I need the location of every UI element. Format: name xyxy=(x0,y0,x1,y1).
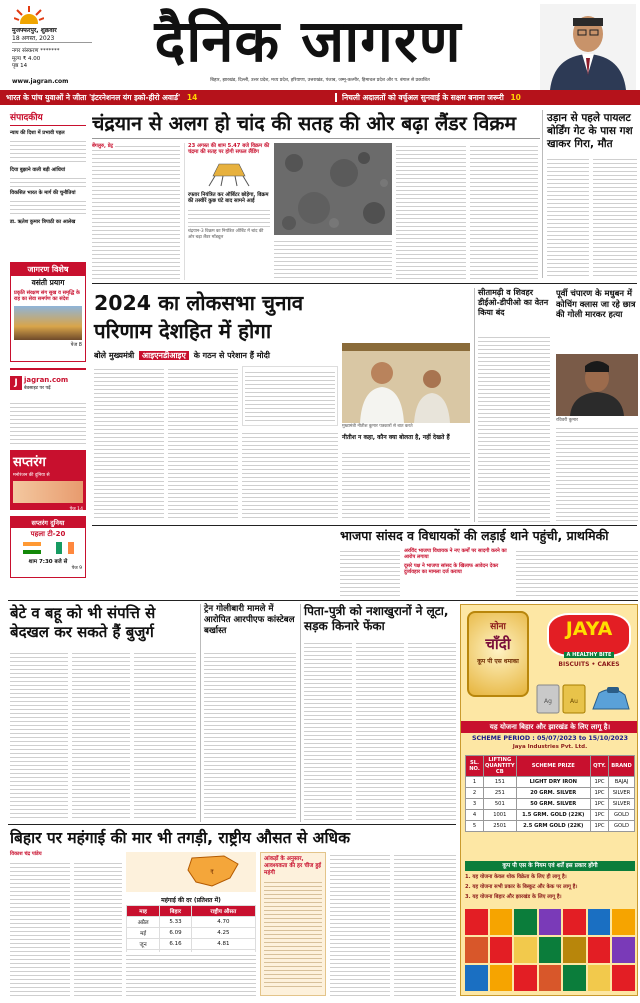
student-photo-caption: रविवरी कुमार xyxy=(556,418,579,423)
jaya-sub: BISCUITS • CAKES xyxy=(558,661,620,668)
election-subhead: नीतीश न कहा, कौन क्या बोलता है, नहीं देखते हैं xyxy=(342,434,450,441)
site-box[interactable] xyxy=(10,374,86,396)
jaya-advertisement[interactable] xyxy=(460,604,638,996)
election-headline-1[interactable]: 2024 का लोकसभा चुनाव xyxy=(94,291,304,315)
ad-badge xyxy=(467,611,529,697)
inflation-headline[interactable]: बिहार पर महंगाई की मार भी तगड़ी, राष्ट्रीय औसत से अधिक xyxy=(10,829,350,847)
strap-highlight: आइएनडीआइए xyxy=(139,351,189,360)
lead-col-5 xyxy=(470,143,538,280)
election-col-3 xyxy=(242,430,338,521)
robbery-col-3 xyxy=(408,640,456,820)
election-photo-caption: मुख्यमंत्री नीतीश कुमार पत्रकारों से बात करते xyxy=(342,424,413,429)
flag-ireland-icon xyxy=(56,542,74,554)
robbery-col-1 xyxy=(304,640,352,820)
svg-text:₹: ₹ xyxy=(210,869,214,876)
cricket-time: शाम 7:30 बजे से xyxy=(28,559,68,565)
page-count: पृष्ठ 14 xyxy=(12,63,28,69)
cricket-sub: पहला टी-20 xyxy=(30,530,66,538)
airport-headline[interactable]: उड़ान से पहले पायलट बोर्डिंग गेट के पास गश खाकर गिरा, मौत xyxy=(547,112,633,150)
lead-col-3 xyxy=(274,238,392,280)
inflation-box-title: आंकड़ों के अनुसार, आवश्यकता की हर चीज हुई महंगी xyxy=(264,856,322,876)
scheme-table xyxy=(465,755,635,832)
table-row: 3 501 50 GRM. SILVER 1PC SILVER xyxy=(466,799,635,810)
inflation-col-2 xyxy=(74,860,122,996)
scheme-period: SCHEME PERIOD : 05/07/2023 to 15/10/2023 xyxy=(471,735,629,742)
inflation-table-title: महंगाई की दर (प्रतिशत में) xyxy=(161,897,221,904)
inflation-col-3 xyxy=(126,952,256,996)
scheme-table-header xyxy=(466,756,635,777)
rising-sun-logo-icon xyxy=(14,6,44,24)
editorial-item-4[interactable]: डा. ऋतेश कुमार त्रिपाठी का आलेख xyxy=(10,219,76,225)
product-strip xyxy=(463,907,637,993)
election-col-5 xyxy=(408,450,470,521)
editorial-item-2[interactable]: दिया बुझाने वाली बड़ी आंधियां xyxy=(10,167,66,173)
ad-badge-mid: चाँदी xyxy=(485,635,511,653)
edition-label: नगर संस्करण ******* xyxy=(12,48,60,54)
website-link[interactable]: www.jagran.com xyxy=(12,78,69,85)
jaya-brand: JAYA xyxy=(565,618,613,640)
flag-india-icon xyxy=(23,542,41,554)
inflation-graphic xyxy=(126,852,256,892)
ad-badge-bottom: कूप पी एस धमाका xyxy=(477,658,519,665)
property-col-2 xyxy=(72,650,130,820)
bjp-bullets xyxy=(404,548,512,598)
bjp-headline[interactable]: भाजपा सांसद व विधायकों की लड़ाई थाने पहुंची, प्राथमिकी xyxy=(340,528,609,543)
cricket-box[interactable] xyxy=(10,516,86,578)
lead-col-1 xyxy=(92,143,180,280)
col-qty: QTY. xyxy=(591,756,609,777)
rule-3: 3. यह योजना बिहार और झारखंड के लिए लागू है। xyxy=(465,894,562,900)
lead-dateline: बेंगलुरु, प्रेट्र xyxy=(92,143,114,149)
ticker-right-link[interactable]: निचली अदालतों को वर्चुअल सुनवाई के सक्षम बनाना जरूरी 10 xyxy=(342,93,521,102)
train-headline[interactable]: ट्रेन गोलीबारी मामले में आरोपित आरपीएफ कांस्टेबल बर्खास्त xyxy=(204,604,295,636)
masthead-photo xyxy=(540,4,636,90)
ad-badge-top: सोना xyxy=(490,622,506,632)
saptrang-box[interactable] xyxy=(10,450,86,510)
property-col-3 xyxy=(134,650,196,820)
election-col-4 xyxy=(342,450,404,521)
jagran-j-icon: J xyxy=(10,376,22,390)
ticker-right-page: 10 xyxy=(510,93,521,102)
table-row: जून 6.16 4.81 xyxy=(127,939,256,950)
special-box xyxy=(10,262,86,362)
ticker-left-link[interactable]: भारत के पांच युवाओं ने जीता 'इंटरनेशनल यंग इको-हीरो अवार्ड' 14 xyxy=(6,93,198,102)
election-strap: बोले मुख्यमंत्री आइएनडीआइए के गठन से परेशान हैं मोदी xyxy=(94,351,270,360)
table-row: मई 6.09 4.25 xyxy=(127,928,256,939)
table-row: 4 1001 1.5 GRM. GOLD (22K) 1PC GOLD xyxy=(466,810,635,821)
ticker-left-page: 14 xyxy=(186,93,198,102)
sitamarhi-headline[interactable]: सीतामढ़ी व शिवहर डीईओ-डीपीओ का वेतन किया बंद xyxy=(478,288,549,317)
special-subtitle: वसंती प्रयाग xyxy=(31,278,65,287)
table-row: 2 251 20 GRM. SILVER 1PC SILVER xyxy=(466,788,635,799)
top-ticker xyxy=(0,90,640,105)
site-name: jagran.com xyxy=(24,376,69,384)
masthead-title: दैनिक जागरण xyxy=(154,7,462,75)
inflation-byline: विकाश चंद्र पांडेय xyxy=(10,851,42,857)
inflation-col-4 xyxy=(330,852,390,996)
issue-date: 18 अगस्त, 2023 xyxy=(12,35,55,42)
bjp-col-2 xyxy=(516,548,638,598)
motihari-col xyxy=(556,425,638,522)
cricket-title: सप्तरंग दुनिया xyxy=(11,517,85,528)
train-col xyxy=(204,650,296,820)
rule-1: 1. यह योजना केवल थोक विक्रेता के लिए ही लागू है। xyxy=(465,874,567,880)
lead-inset xyxy=(184,143,270,280)
election-inset xyxy=(242,366,338,426)
airport-story-col-2 xyxy=(593,156,637,278)
rule-2: 2. यह योजना सभी प्रकार के बिस्कुट और केक पर लागू है। xyxy=(465,884,578,890)
table-row: अप्रैल 5.33 4.70 xyxy=(127,917,256,928)
cricket-page: पेज 9 xyxy=(71,566,82,571)
lead-image-caption: चंद्रयान-3 विक्रम का नियंत्रित ऑर्बिट में चांद की ओर बढ़ा लैंडर मॉड्यूल xyxy=(188,229,264,240)
jaya-tag: A HEALTHY BITE xyxy=(564,652,615,658)
masthead xyxy=(0,0,640,90)
col-lifting: LIFTING QUANTITY CB xyxy=(485,757,515,775)
robbery-col-2 xyxy=(356,640,404,820)
robbery-headline[interactable]: पिता-पुत्री को नशाखुरानों ने लूटा, सड़क किनारे फेंका xyxy=(304,604,449,633)
election-col-1 xyxy=(94,366,164,521)
bjp-bullet-2: दूसरे पक्ष ने भाजपा सांसद के खिलाफ आवेदन देकर दुर्व्यवहार का मामला दर्ज कराया xyxy=(404,563,499,575)
bjp-col-1 xyxy=(340,548,400,598)
moon-photo xyxy=(274,143,392,235)
lead-col-4 xyxy=(396,143,466,280)
inset-point-1: 23 अगस्त की शाम 5.47 बजे विक्रम की चंद्रमा की सतह पर होगी सफल लैंडिंग xyxy=(188,143,270,156)
jaya-logo xyxy=(547,613,631,657)
special-page: पेज 8 xyxy=(70,342,82,348)
saptrang-tag: मनोरंजन की दुनिया से xyxy=(13,473,50,478)
motihari-headline[interactable]: पूर्वी चंपारण के मधुबन में कोचिंग क्लास जा रहे छात्र की गोली मारकर हत्या xyxy=(556,288,636,319)
airport-story-col-1 xyxy=(547,156,589,278)
company-name: Jaya Industries Pvt. Ltd. xyxy=(512,744,588,750)
election-headline-2[interactable]: परिणाम देशहित में होगा xyxy=(94,319,272,343)
saptrang-page: पेज 14 xyxy=(69,507,83,512)
inflation-box xyxy=(260,852,326,996)
editorial-item-1[interactable]: न्याय की दिशा में प्रभावी पहल xyxy=(10,130,65,136)
svg-text:Au: Au xyxy=(570,698,578,705)
price: मूल्य ₹ 4.00 xyxy=(12,56,41,62)
svg-text:Ag: Ag xyxy=(544,698,552,705)
election-col-2 xyxy=(168,366,238,521)
col-sl: SL. NO. xyxy=(466,756,484,777)
inflation-table-header: माह बिहार राष्ट्रीय औसत xyxy=(127,906,256,917)
left-sidebar xyxy=(10,110,86,590)
special-title: जागरण विशेष xyxy=(11,263,85,276)
sitamarhi-col xyxy=(478,334,550,522)
nitish-photo xyxy=(342,343,470,423)
lead-headline[interactable]: चंद्रयान से अलग हो चांद की सतह की ओर बढ़ा लैंडर विक्रम xyxy=(92,112,517,135)
vikram-lander-icon xyxy=(199,160,259,188)
editorial-title: संपादकीय xyxy=(10,110,86,126)
col-brand: BRAND xyxy=(609,756,635,777)
editorial-item-3[interactable]: विकसित भारत के मार्ग की चुनौतियां xyxy=(10,190,76,196)
rules-title: कूप पी एस के नियम एवं शर्तें इस प्रकार होंगी xyxy=(465,861,635,871)
edition-city: मुजफ्फरपुर, शुक्रवार xyxy=(12,27,57,34)
editions-line: बिहार, झारखंड, दिल्ली, उत्तर प्रदेश, मध्य प्रदेश, हरियाणा, उत्तराखंड, पंजाब, जम्मू-कश्मीर, हिमाचल प्रदेश और प. बंगाल से प्रकाशित xyxy=(210,78,430,83)
student-photo xyxy=(556,354,638,416)
saptrang-title: सप्तरंग xyxy=(13,455,46,470)
inset-point-2: रफ्तार नियंत्रित कर ऑर्बिटर छोड़ेगा, विक्रम की तस्वीरें कुछ घंटे बाद सामने आईं xyxy=(188,191,269,204)
table-row: 1 151 LIGHT DRY IRON 1PC BAJAJ xyxy=(466,777,635,788)
property-col-1 xyxy=(10,650,68,820)
bjp-bullet-1: अरविंद भाजपा विधायक ने नए कर्मों पर सादगी करने का आरोप लगाया xyxy=(404,548,507,560)
inflation-col-1 xyxy=(10,860,70,996)
inflation-col-5 xyxy=(394,852,456,996)
special-story[interactable]: प्रकृति संरक्षण संग सुख व समृद्धि के राह का सेवा समर्पण का संदेश xyxy=(14,290,80,302)
site-tag: बेवसाइट पर पढ़ें xyxy=(24,386,51,391)
property-headline[interactable]: बेटे व बहू को भी संपत्ति से बेदखल कर सकते हैं बुजुर्ग xyxy=(10,604,156,641)
prize-items-icon xyxy=(533,673,633,717)
table-row: 5 2501 2.5 GRM GOLD (22K) 1PC GOLD xyxy=(466,821,635,832)
scheme-note: यह योजना बिहार और झारखंड के लिए लागू है। xyxy=(461,721,638,733)
special-photo xyxy=(14,306,82,340)
col-prize: SCHEME PRIZE xyxy=(516,756,590,777)
